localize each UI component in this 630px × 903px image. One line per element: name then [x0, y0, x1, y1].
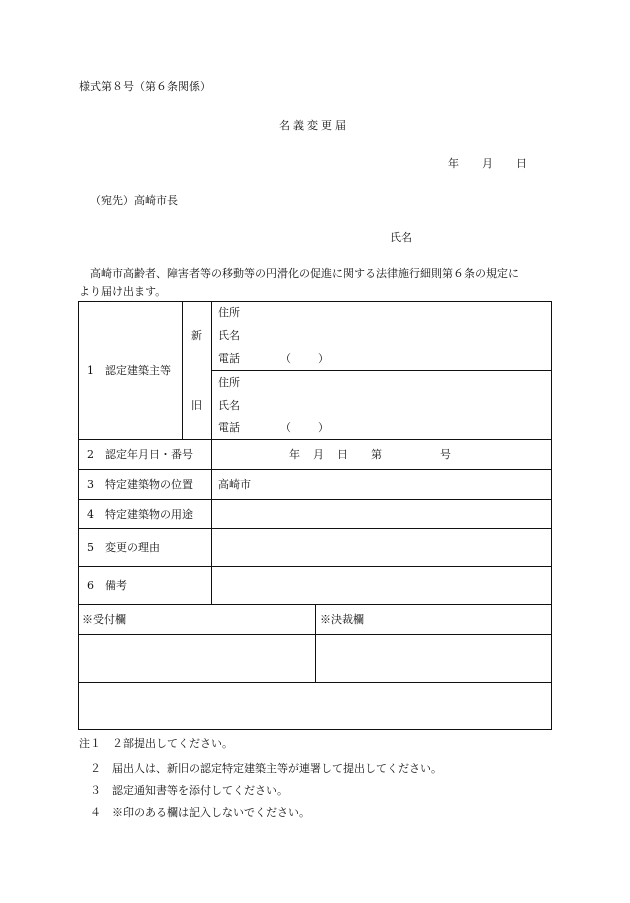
- divider-new-old-col: [182, 301, 183, 440]
- note-4: ４ ※印のある欄は記入しないでください。: [90, 806, 310, 819]
- old-label: 旧: [191, 399, 202, 412]
- note-2: ２ 届出人は、新旧の認定特定建築主等が連署して提出してください。: [90, 762, 442, 775]
- addressee: （宛先）高崎市長: [90, 194, 178, 207]
- row1-label: 1 認定建築主等: [87, 364, 171, 377]
- new-phone-label: 電話: [218, 352, 240, 365]
- divider-stamp-col: [315, 604, 316, 683]
- new-address-label: 住所: [218, 306, 240, 319]
- row3-label: 3 特定建築物の位置: [87, 478, 193, 491]
- old-phone-label: 電話: [218, 421, 240, 434]
- note-1: 注１ ２部提出してください。: [79, 737, 233, 750]
- row2-year: 年: [289, 448, 300, 461]
- form-number: 様式第８号（第６条関係）: [79, 80, 211, 93]
- divider-label-col: [211, 301, 212, 604]
- divider-row-4: [78, 499, 552, 500]
- divider-row-2: [78, 439, 552, 440]
- row2-month: 月: [313, 448, 324, 461]
- decision-label: ※決裁欄: [320, 613, 364, 626]
- table-border-bottom: [78, 729, 552, 730]
- note-3: ３ 認定通知書等を添付してください。: [90, 784, 288, 797]
- row2-go: 号: [440, 448, 451, 461]
- divider-new-old: [211, 370, 552, 371]
- new-label: 新: [191, 329, 202, 342]
- divider-row-5: [78, 528, 552, 529]
- body-text-line-1: 高崎市高齢者、障害者等の移動等の円滑化の促進に関する法律施行細則第６条の規定に: [90, 267, 519, 280]
- old-phone-paren-close: ）: [318, 421, 329, 434]
- row4-label: 4 特定建築物の用途: [87, 508, 193, 521]
- new-phone-paren-open: （: [280, 352, 291, 365]
- table-border-right: [551, 301, 552, 730]
- document-title: 名義変更届: [279, 119, 349, 132]
- row6-label: 6 備考: [87, 579, 127, 592]
- date-day-label: 日: [516, 157, 527, 170]
- signature-name-label: 氏名: [390, 231, 412, 244]
- old-phone-paren-open: （: [280, 421, 291, 434]
- old-name-label: 氏名: [218, 399, 240, 412]
- table-border-left: [78, 301, 79, 730]
- body-text-line-2: より届け出ます。: [79, 285, 167, 298]
- new-name-label: 氏名: [218, 329, 240, 342]
- row2-day: 日: [337, 448, 348, 461]
- new-phone-paren-close: ）: [318, 352, 329, 365]
- row2-dai: 第: [371, 448, 382, 461]
- old-address-label: 住所: [218, 376, 240, 389]
- row3-value: 高崎市: [218, 478, 251, 491]
- divider-row-3: [78, 469, 552, 470]
- divider-row-6: [78, 566, 552, 567]
- row2-label: 2 認定年月日・番号: [87, 448, 193, 461]
- table-border-top: [78, 301, 552, 302]
- date-month-label: 月: [482, 157, 493, 170]
- date-year-label: 年: [448, 157, 459, 170]
- reception-label: ※受付欄: [82, 613, 126, 626]
- row5-label: 5 変更の理由: [87, 541, 160, 554]
